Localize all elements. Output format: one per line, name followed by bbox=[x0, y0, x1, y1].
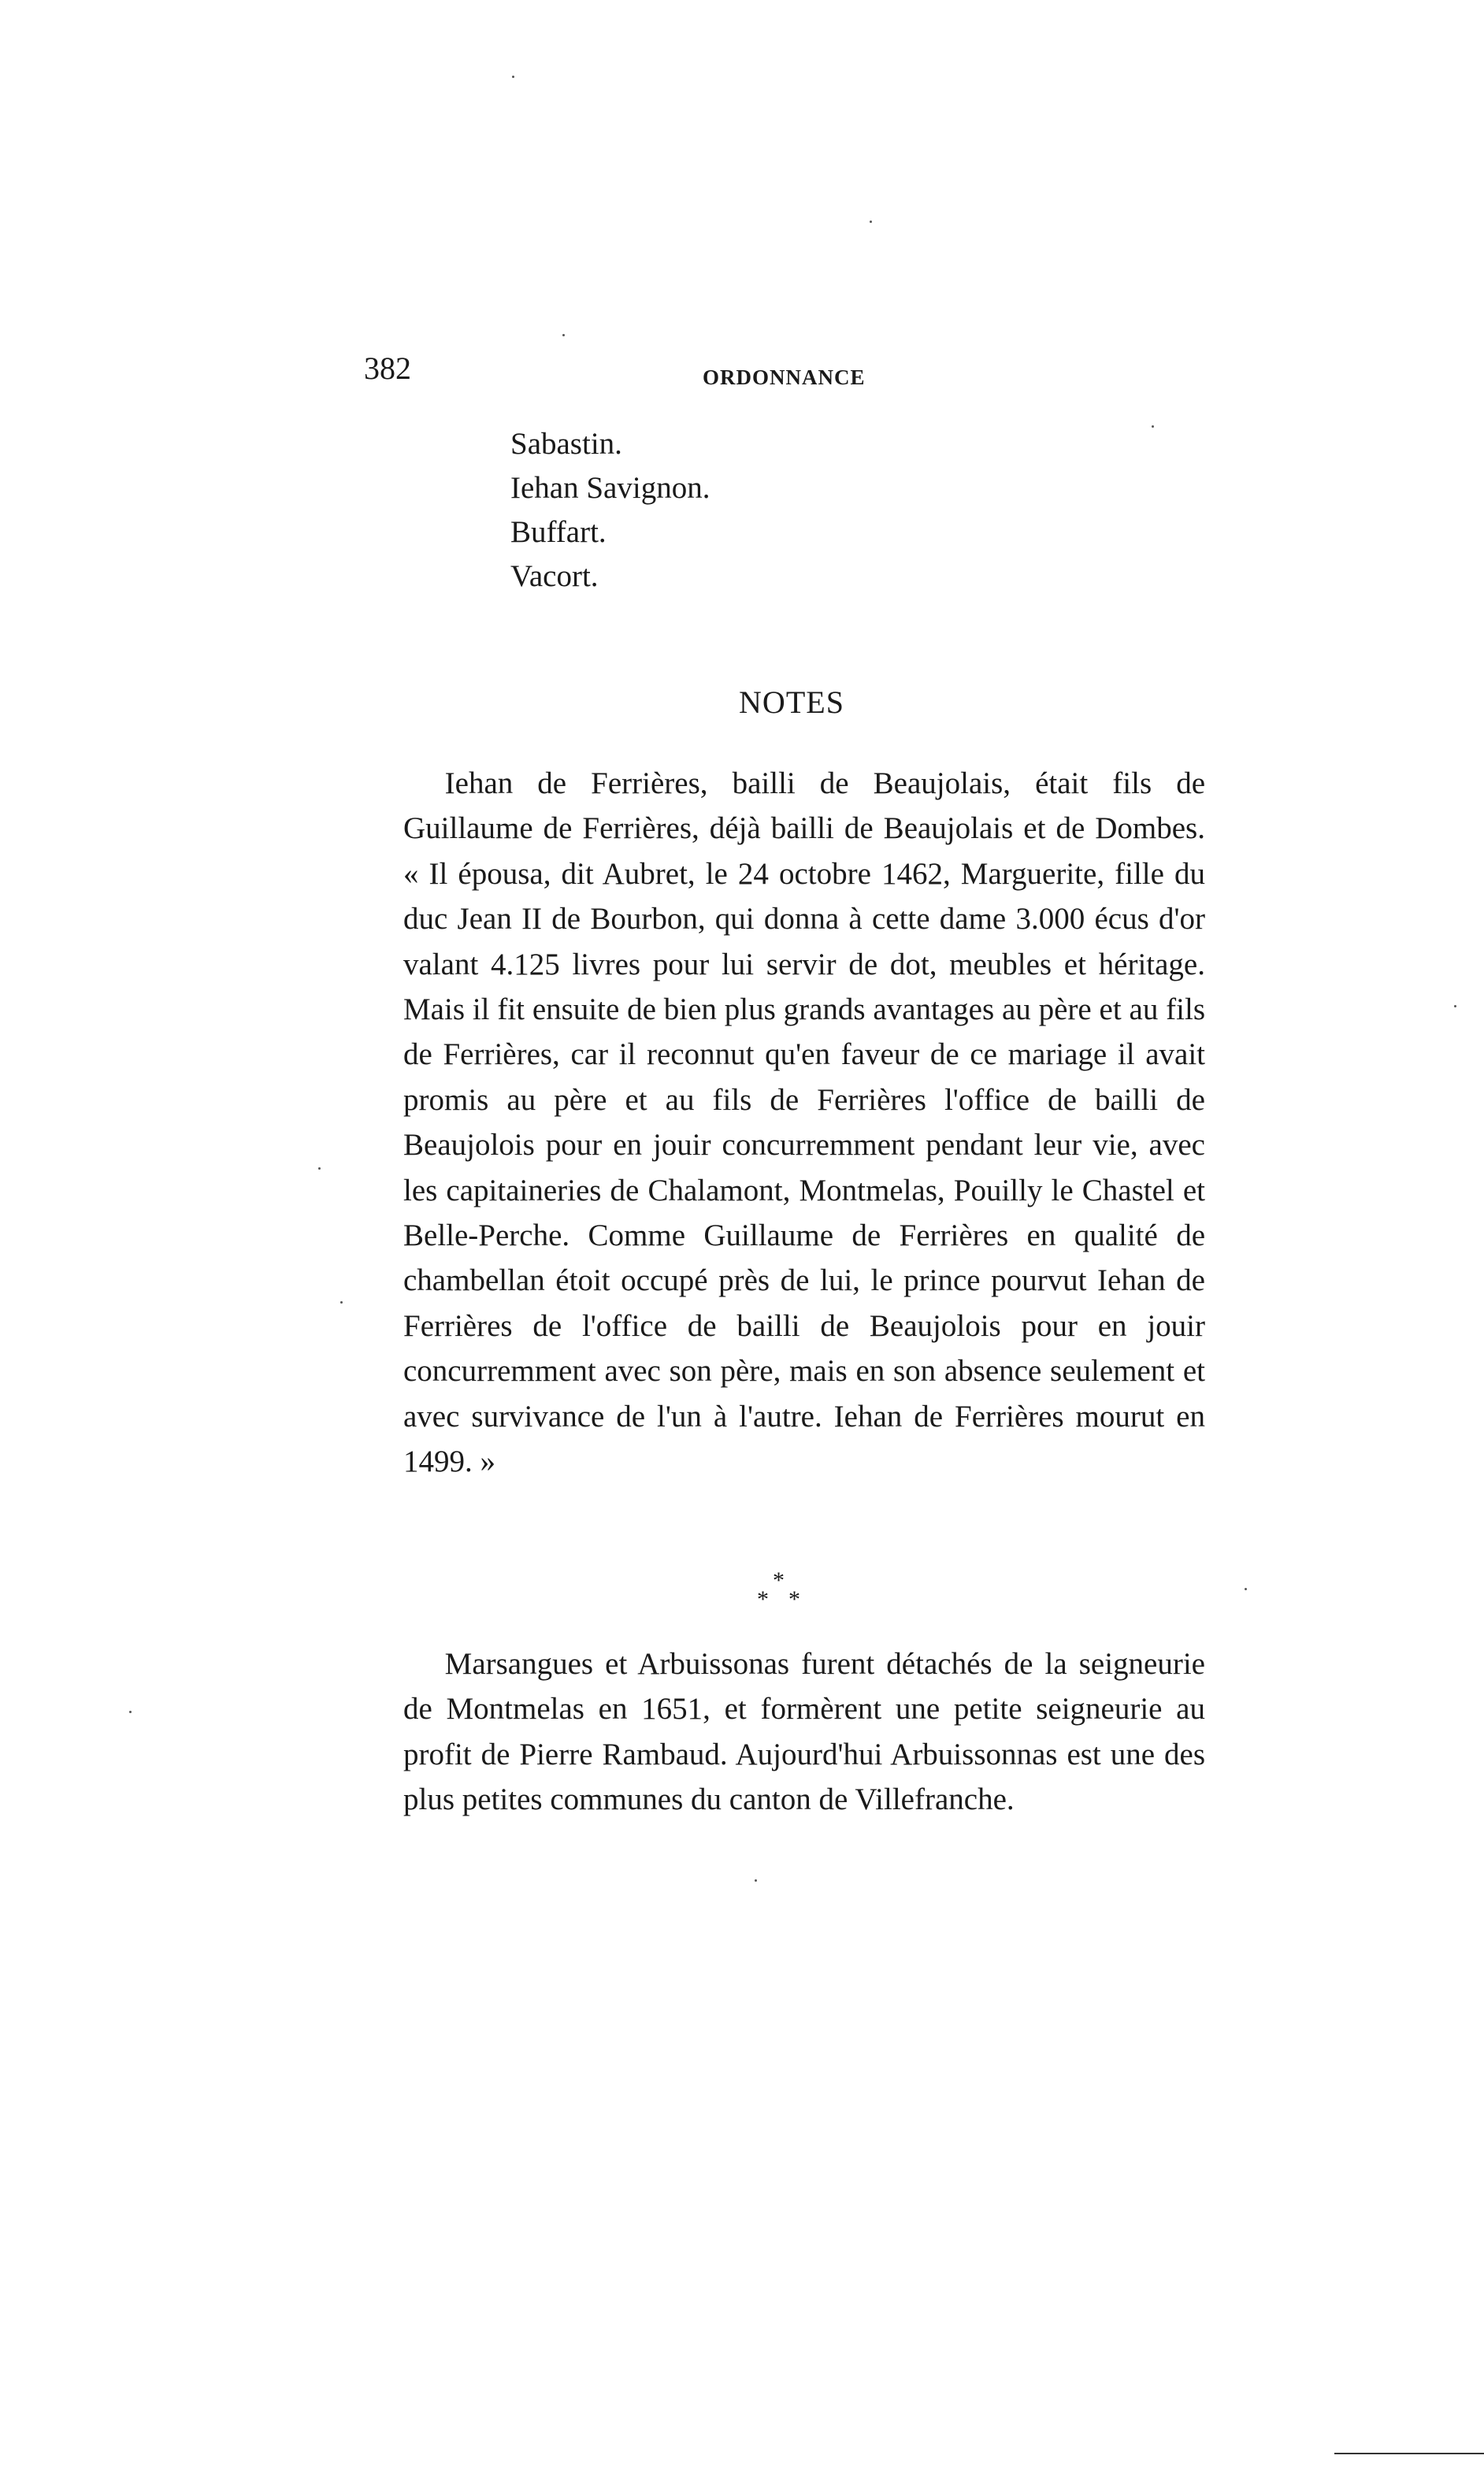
running-head: ORDONNANCE bbox=[703, 365, 866, 389]
asterism-separator: * * * bbox=[757, 1567, 800, 1612]
paper-speck bbox=[340, 1301, 343, 1304]
paper-speck bbox=[1152, 425, 1154, 428]
signatory-name: Buffart. bbox=[510, 515, 607, 549]
paper-speck bbox=[870, 221, 872, 223]
page-number: 382 bbox=[364, 351, 411, 386]
paper-speck bbox=[318, 1167, 321, 1170]
paper-speck bbox=[1454, 1005, 1456, 1007]
paper-speck bbox=[755, 1879, 757, 1882]
paper-speck bbox=[562, 334, 565, 336]
notes-title: NOTES bbox=[739, 684, 844, 720]
signatory-name: Vacort. bbox=[510, 559, 599, 593]
paper-speck bbox=[512, 76, 514, 78]
signatory-name: Iehan Savignon. bbox=[510, 471, 710, 505]
notes-paragraph-2: Marsangues et Arbuissonas furent détachés de la seigneurie de Montmelas en 1651, et formèrent une petite seigneurie au profit de Pierre Rambaud. Aujourd'hui Arbuissonnas est une des plus petites communes du canton de Villefranche. bbox=[403, 1647, 1205, 1817]
signatory-name: Sabastin. bbox=[510, 427, 622, 461]
signatory-list bbox=[510, 422, 710, 599]
paper-speck bbox=[129, 1711, 132, 1713]
paper-speck bbox=[1245, 1588, 1247, 1590]
page-corner-rule bbox=[1334, 2453, 1484, 2454]
notes-paragraph-1: Iehan de Ferrières, bailli de Beaujolais, était fils de Guillaume de Ferrières, déjà bailli de Beaujolais et de Dombes. « Il épousa, dit Aubret, le 24 octobre 1462, Marguerite, fille du duc Jean II de Bourbon, qui donna à cette dame 3.000 écus d'or valant 4.125 livres pour lui servir de dot, meubles et héritage. Mais il fit ensuite de bien plus grands avantages au père et au fils de Ferrières, car il reconnut qu'en faveur de ce mariage il avait promis au père et au fils de Ferrières l'office de bailli de Beaujolois pour en jouir concurremment pendant leur vie, avec les capitaineries de Chalamont, Montmelas, Pouilly le Chastel et Belle-Perche. Comme Guillaume de Ferrières en qualité de chambellan étoit occupé près de lui, le prince pourvut Iehan de Ferrières de l'office de bailli de Beaujolois pour en jouir concurremment avec son père, mais en son absence seulement et avec survivance de l'un à l'autre. Iehan de Ferrières mourut en 1499. » bbox=[403, 766, 1205, 1479]
